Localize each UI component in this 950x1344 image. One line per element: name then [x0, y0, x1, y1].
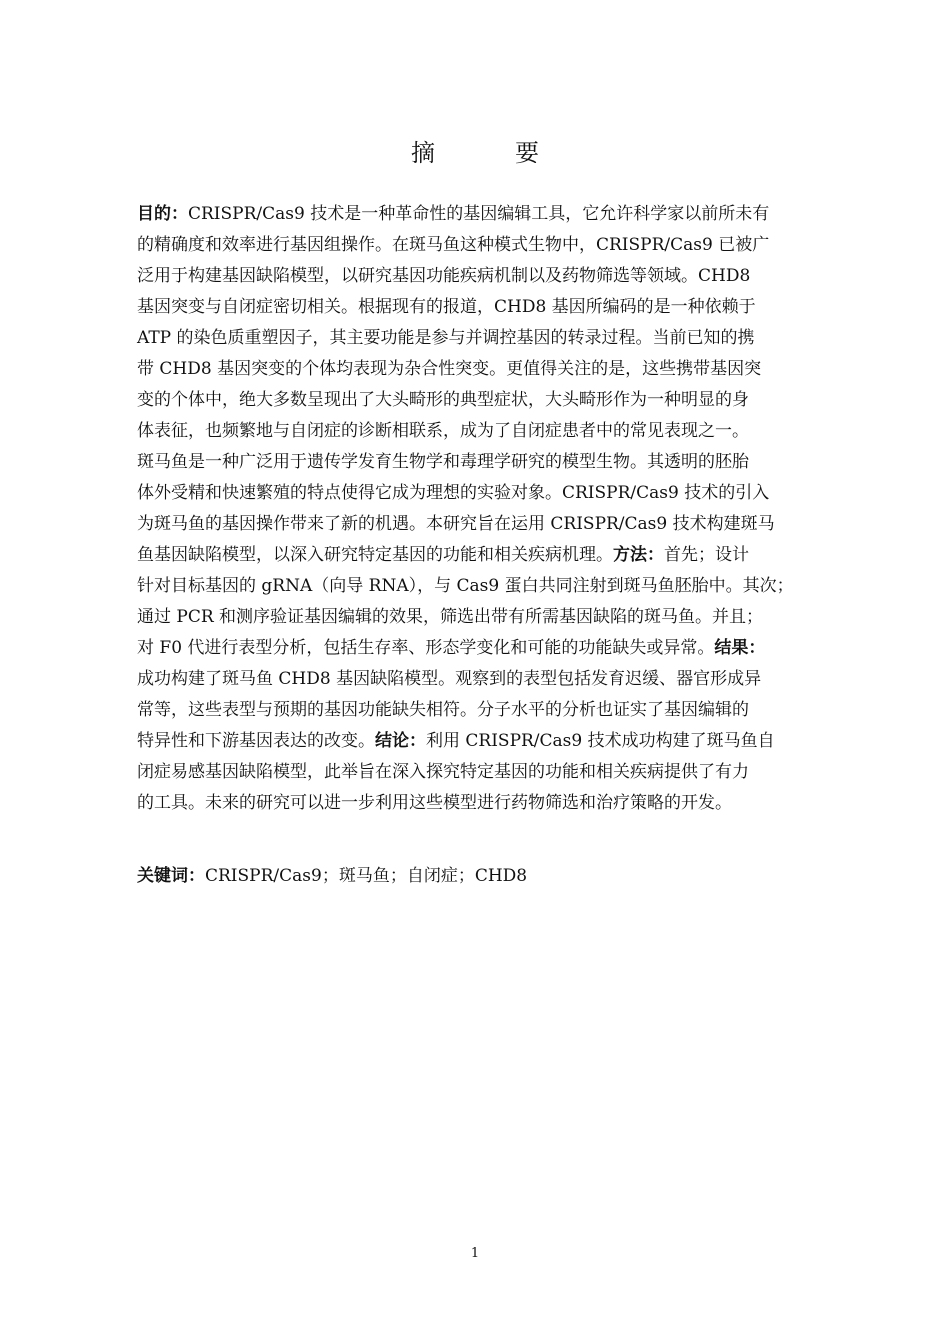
abstract-text: 通过 PCR 和测序验证基因编辑的效果，筛选出带有所需基因缺陷的斑马鱼。并且； — [137, 607, 764, 627]
abstract-line — [137, 292, 756, 323]
keywords-line — [137, 861, 527, 892]
abstract-line — [137, 323, 755, 354]
abstract-line — [137, 633, 765, 664]
abstract-line — [137, 540, 749, 571]
abstract-text: 体外受精和快速繁殖的特点使得它成为理想的实验对象。CRISPR/Cas9 技术的引入 — [137, 483, 770, 503]
abstract-text: 利用 CRISPR/Cas9 技术成功构建了斑马鱼自 — [426, 731, 775, 751]
abstract-text: 鱼基因缺陷模型，以深入研究特定基因的功能和相关疾病机理。 — [137, 545, 613, 565]
abstract-line — [137, 695, 749, 726]
abstract-text: 变的个体中，绝大多数呈现出了大头畸形的典型症状，大头畸形作为一种明显的身 — [137, 390, 749, 410]
abstract-text: CRISPR/Cas9 技术是一种革命性的基因编辑工具，它允许科学家以前所未有 — [188, 204, 770, 224]
page-number: 1 — [470, 1246, 480, 1261]
abstract-text: 成功构建了斑马鱼 CHD8 基因缺陷模型。观察到的表型包括发育迟缓、器官形成异 — [137, 669, 762, 689]
abstract-line — [137, 354, 761, 385]
keywords-text: CRISPR/Cas9；斑马鱼；自闭症；CHD8 — [205, 866, 528, 886]
abstract-text: 泛用于构建基因缺陷模型，以研究基因功能疾病机制以及药物筛选等领域。CHD8 — [137, 266, 751, 286]
abstract-text: 对 F0 代进行表型分析，包括生存率、形态学变化和可能的功能缺失或异常。 — [137, 638, 715, 658]
abstract-line — [137, 230, 769, 261]
abstract-line — [137, 447, 749, 478]
abstract-line — [137, 385, 749, 416]
keywords-label: 关键词： — [137, 866, 205, 886]
abstract-line — [137, 788, 732, 819]
abstract-text: 基因突变与自闭症密切相关。根据现有的报道，CHD8 基因所编码的是一种依赖于 — [137, 297, 756, 317]
abstract-line — [137, 261, 750, 292]
abstract-text: ATP 的染色质重塑因子，其主要功能是参与并调控基因的转录过程。当前已知的携 — [137, 328, 755, 348]
section-label: 结果： — [714, 638, 766, 658]
abstract-text: 首先；设计 — [664, 545, 749, 565]
abstract-text: 的工具。未来的研究可以进一步利用这些模型进行药物筛选和治疗策略的开发。 — [137, 793, 732, 813]
page-title: 摘 要 — [411, 139, 567, 167]
abstract-text: 体表征，也频繁地与自闭症的诊断相联系，成为了自闭症患者中的常见表现之一。 — [137, 421, 749, 441]
abstract-text: 的精确度和效率进行基因组操作。在斑马鱼这种模式生物中，CRISPR/Cas9 已被广 — [137, 235, 770, 255]
abstract-text: 针对目标基因的 gRNA（向导 RNA），与 Cas9 蛋白共同注射到斑马鱼胚胎中。其次； — [137, 576, 794, 596]
abstract-line — [137, 664, 761, 695]
section-label: 目的： — [137, 204, 188, 224]
abstract-text: 常等，这些表型与预期的基因功能缺失相符。分子水平的分析也证实了基因编辑的 — [137, 700, 749, 720]
abstract-text: 特异性和下游基因表达的改变。 — [137, 731, 375, 751]
abstract-line — [137, 571, 794, 602]
abstract-text: 斑马鱼是一种广泛用于遗传学发育生物学和毒理学研究的模型生物。其透明的胚胎 — [137, 452, 749, 472]
abstract-text: 为斑马鱼的基因操作带来了新的机遇。本研究旨在运用 CRISPR/Cas9 技术构建斑马 — [137, 514, 775, 534]
abstract-text: 带 CHD8 基因突变的个体均表现为杂合性突变。更值得关注的是，这些携带基因突 — [137, 359, 762, 379]
section-label: 结论： — [375, 731, 426, 751]
abstract-line — [137, 509, 775, 540]
section-label: 方法： — [613, 545, 664, 565]
abstract-line — [137, 757, 749, 788]
abstract-line — [137, 478, 769, 509]
abstract-text: 闭症易感基因缺陷模型，此举旨在深入探究特定基因的功能和相关疾病提供了有力 — [137, 762, 749, 782]
abstract-line — [137, 602, 763, 633]
abstract-line — [137, 199, 769, 230]
abstract-line — [137, 416, 749, 447]
abstract-line — [137, 726, 775, 757]
